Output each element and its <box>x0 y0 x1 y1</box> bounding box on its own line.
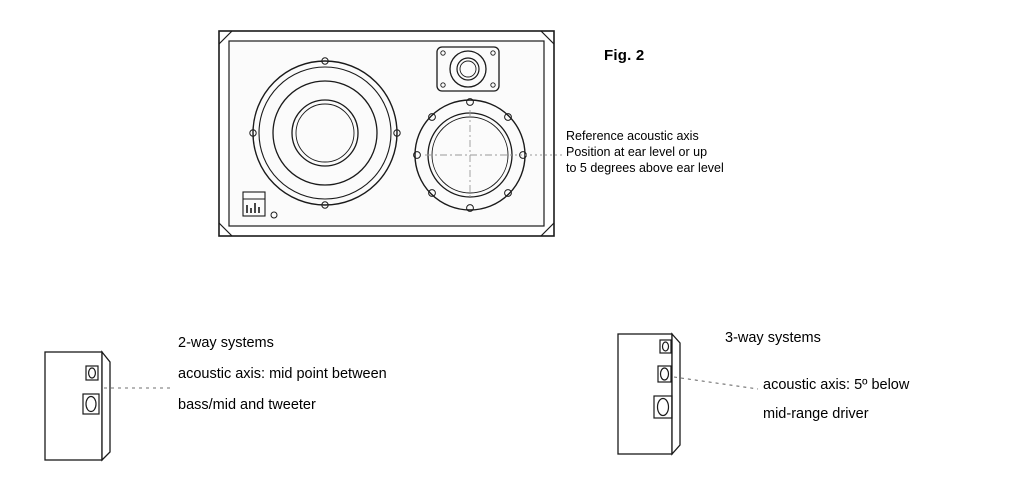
two-way-caption-line-3: bass/mid and tweeter <box>178 397 316 413</box>
three-way-caption-body <box>763 371 909 429</box>
reference-axis-note <box>566 128 724 176</box>
three-way-speaker-side-icon <box>618 334 758 454</box>
two-way-caption-line-2: acoustic axis: mid point between <box>178 366 387 382</box>
reference-axis-note-line-1: Reference acoustic axis <box>566 129 699 143</box>
studio-monitor-front-panel-icon <box>219 31 554 236</box>
three-way-caption-line-2: mid-range driver <box>763 406 869 422</box>
figure-label: Fig. 2 <box>604 47 645 64</box>
three-way-caption-title: 3-way systems <box>725 330 821 346</box>
reference-axis-note-line-3: to 5 degrees above ear level <box>566 161 724 175</box>
two-way-speaker-side-icon <box>45 352 172 460</box>
two-way-caption-title: 2-way systems <box>178 335 274 351</box>
three-way-caption-line-1: acoustic axis: 5º below <box>763 377 910 393</box>
reference-axis-note-line-2: Position at ear level or up <box>566 145 708 159</box>
two-way-caption <box>178 328 387 421</box>
